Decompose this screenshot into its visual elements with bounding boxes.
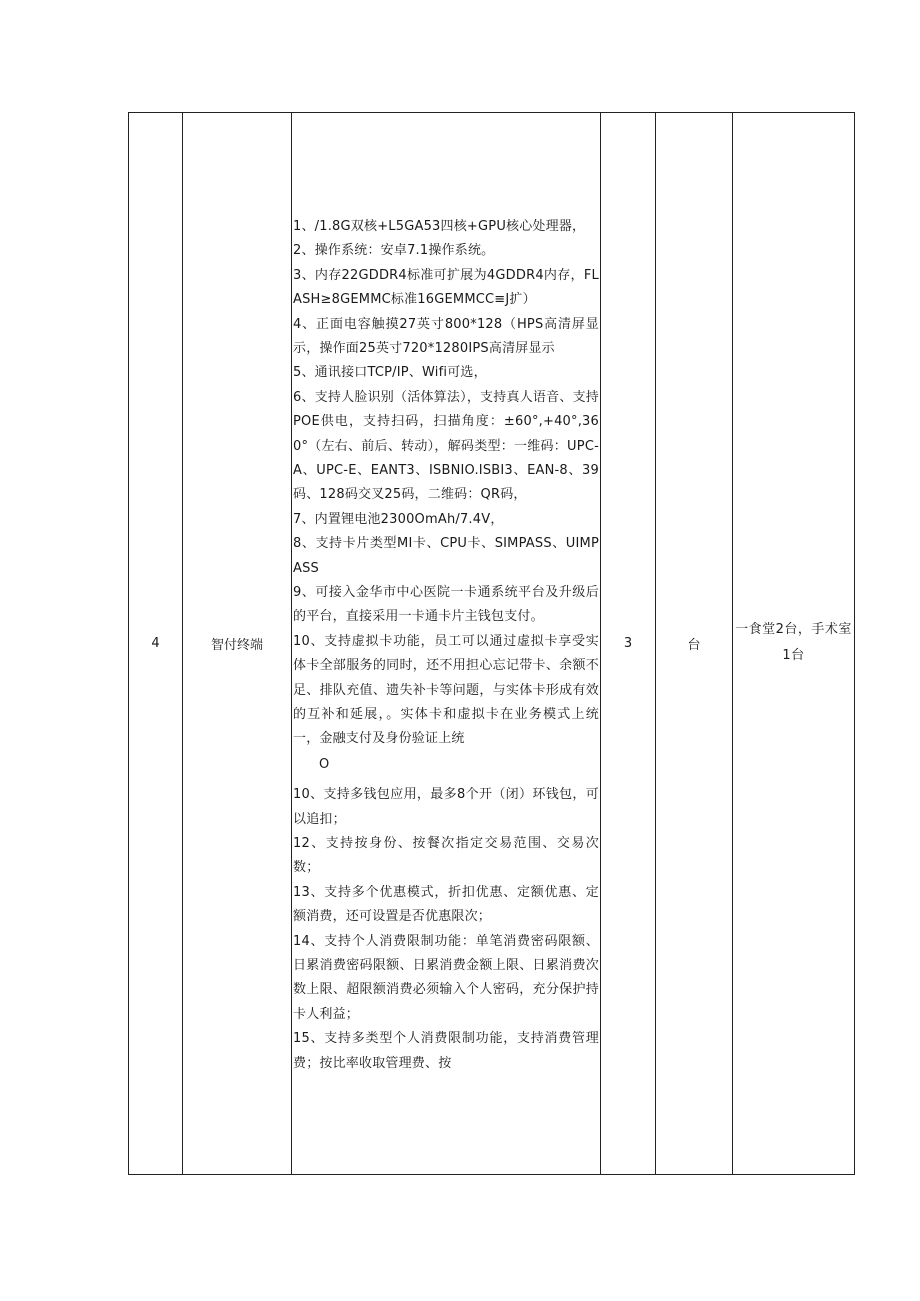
item-quantity-cell: 3 xyxy=(601,113,656,1175)
spec-line: 15、支持多类型个人消费限制功能，支持消费管理费；按比率收取管理费、按 xyxy=(293,1031,599,1071)
spec-line: 7、内置锂电池2300OmAh/7.4V， xyxy=(293,511,504,527)
spec-line: 3、内存22GDDR4标准可扩展为4GDDR4内存，FLASH≥8GEMMC标准16GEMMCC≡J扩） xyxy=(293,267,599,308)
spec-line: 12、支持按身份、按餐次指定交易范围、交易次数； xyxy=(293,836,599,876)
spec-line: O xyxy=(319,756,330,772)
spec-line: 4、正面电容触摸27英寸800*128（HPS高清屏显示，操作面25英寸720*1280IPS高清屏显示 xyxy=(293,316,599,356)
item-note-cell xyxy=(733,113,855,1175)
spec-line: 14、支持个人消费限制功能：单笔消费密码限额、日累消费密码限额、日累消费金额上限、日累消费次数上限、超限额消费必须输入个人密码，充分保护持卡人利益； xyxy=(293,933,599,1022)
item-unit-cell: 台 xyxy=(656,113,733,1175)
item-spec-cell xyxy=(292,113,601,1175)
spec-line: 9、可接入金华市中心医院一卡通系统平台及升级后的平台，直接采用一卡通卡片主钱包支付。 xyxy=(293,584,599,625)
spec-line: 1、/1.8G双核+L5GA53四核+GPU核心处理器， xyxy=(293,218,586,234)
note-text: 一食堂2台，手术室1台 xyxy=(735,621,852,663)
table-row xyxy=(129,113,855,1175)
spec-line: 5、通讯接口TCP/IP、Wifi可选， xyxy=(293,365,487,381)
spec-line: 13、支持多个优惠模式，折扣优惠、定额优惠、定额消费，还可设置是否优惠限次； xyxy=(293,884,599,925)
spec-text-block xyxy=(292,211,600,1076)
spec-line: 2、操作系统：安卓7.1操作系统。 xyxy=(293,243,495,259)
equipment-spec-table xyxy=(128,112,855,1175)
spec-line: 10、支持虚拟卡功能，员工可以通过虚拟卡享受实体卡全部服务的同时，还不用担心忘记带卡、余额不足、排队充值、遗失补卡等问题，与实体卡形成有效的互补和延展，。实体卡和虚拟卡在业务模式上统一，金融支付及身份验证上统 xyxy=(293,633,599,747)
spec-line: 6、支持人脸识别（活体算法），支持真人语音、支持POE供电，支持扫码，扫描角度：±60°,+40°,360°（左右、前后、转动），解码类型：一维码：UPC-A、UPC-E、EANT3、ISBNIO.ISBI3、EAN-8、39码、128码交叉25码，二维码：QR码， xyxy=(293,389,599,503)
spec-line: 8、支持卡片类型MI卡、CPU卡、SIMPASS、UIMPASS xyxy=(293,536,599,576)
item-index-cell: 4 xyxy=(129,113,183,1175)
spec-line: 10、支持多钱包应用，最多8个开（闭）环钱包，可以追扣； xyxy=(293,787,599,827)
item-name-cell: 智付终端 xyxy=(183,113,292,1175)
